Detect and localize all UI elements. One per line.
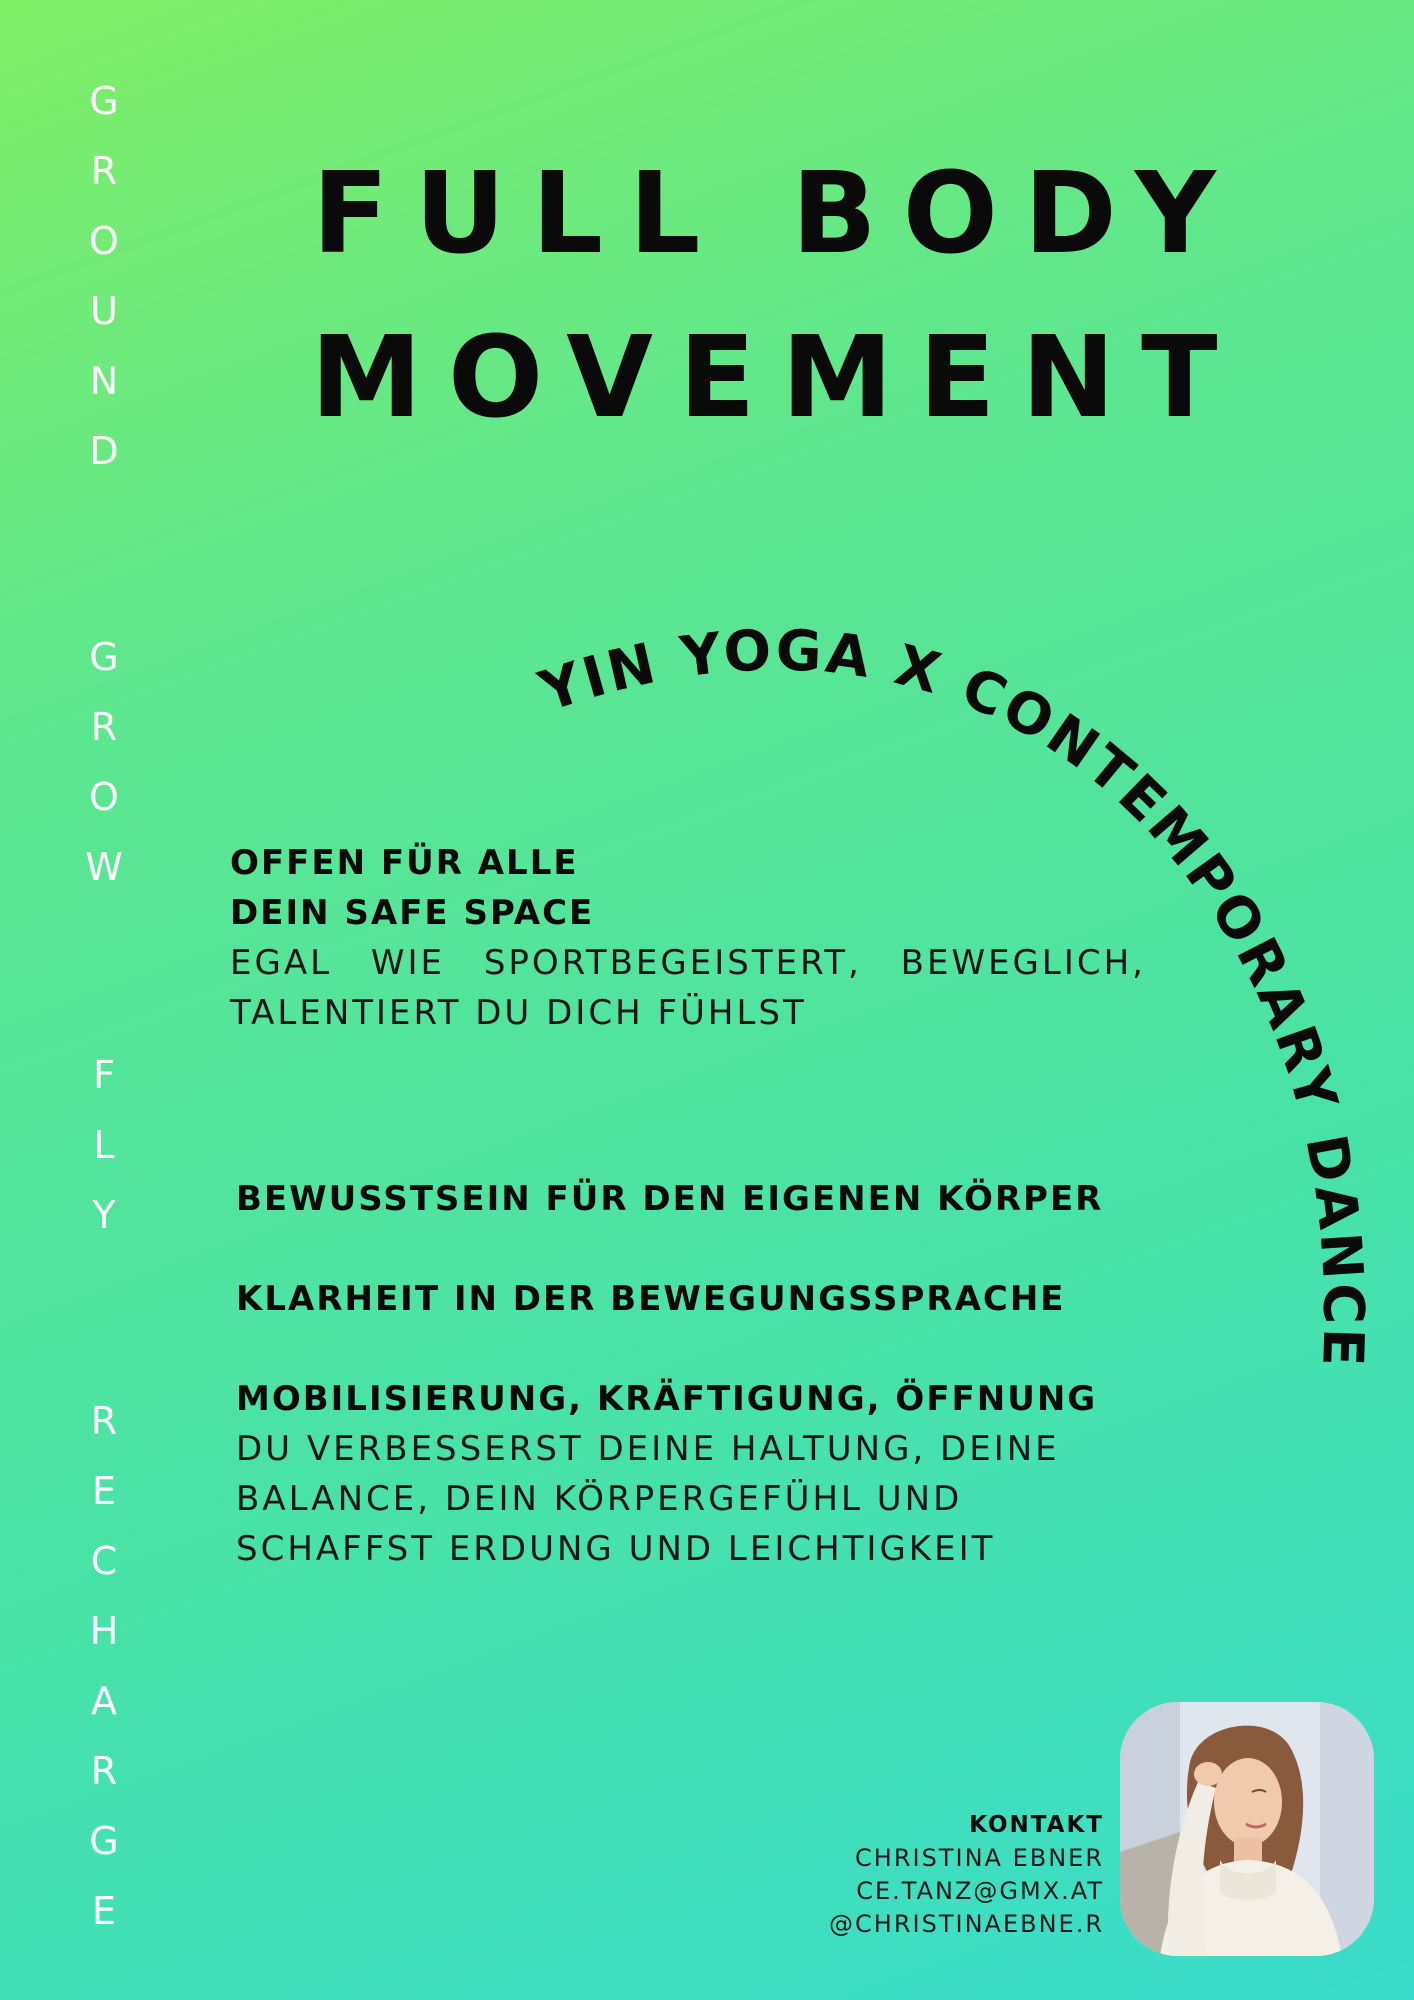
portrait-illustration: [1120, 1702, 1374, 1956]
side-letter: D: [89, 429, 119, 473]
point-1: BEWUSSTSEIN FÜR DEN EIGENEN KÖRPER: [236, 1179, 1104, 1219]
contact-handle[interactable]: @CHRISTINAEBNE.R: [829, 1910, 1104, 1938]
intro-body: EGAL WIE SPORTBEGEISTERT, BEWEGLICH, TALENTIERT DU DICH FÜHLST: [230, 943, 1146, 1033]
intro-line-1: OFFEN FÜR ALLE: [230, 843, 579, 883]
side-letter: H: [89, 1609, 119, 1653]
side-letter: N: [89, 359, 119, 403]
side-letter: U: [90, 289, 118, 333]
side-letter: L: [93, 1123, 115, 1167]
intro-line-2: DEIN SAFE SPACE: [230, 893, 595, 933]
side-letter: R: [90, 1399, 118, 1443]
side-letter: Y: [92, 1193, 116, 1237]
side-letter: E: [91, 1469, 116, 1513]
portrait-photo: [1120, 1702, 1374, 1956]
side-letter: G: [89, 79, 119, 123]
point-3: MOBILISIERUNG, KRÄFTIGUNG, ÖFFNUNG: [236, 1379, 1098, 1419]
intro-block: [230, 838, 1146, 1038]
contact-email[interactable]: CE.TANZ@GMX.AT: [856, 1877, 1104, 1905]
side-letter: G: [89, 635, 119, 679]
arc-subtitle-textpath: YIN YOGA X CONTEMPORARY DANCE: [532, 618, 1376, 1371]
contact-name: CHRISTINA EBNER: [855, 1844, 1104, 1872]
side-letter: R: [90, 705, 118, 749]
side-letter: O: [89, 219, 119, 263]
contact-heading: KONTAKT: [969, 1812, 1104, 1838]
side-letter: R: [90, 149, 118, 193]
side-letter: A: [90, 1679, 117, 1723]
point-2: KLARHEIT IN DER BEWEGUNGSSPRACHE: [236, 1279, 1066, 1319]
side-letter: G: [89, 1819, 119, 1863]
point-3-body: DU VERBESSERST DEINE HALTUNG, DEINE BALANCE, DEIN KÖRPERGEFÜHL UND SCHAFFST ERDUNG UND LEICHTIGKEIT: [236, 1429, 1060, 1569]
side-letter: R: [90, 1749, 118, 1793]
side-letter: O: [89, 775, 119, 819]
side-letter: E: [91, 1889, 116, 1933]
title-line-2: MOVEMENT: [310, 313, 1244, 443]
points-block: [236, 1174, 1136, 1574]
side-letter: F: [93, 1053, 115, 1097]
side-letter: W: [85, 845, 123, 889]
title-line-1: FULL BODY: [312, 149, 1242, 279]
side-letter: C: [90, 1539, 118, 1583]
contact-block: [829, 1808, 1104, 1941]
